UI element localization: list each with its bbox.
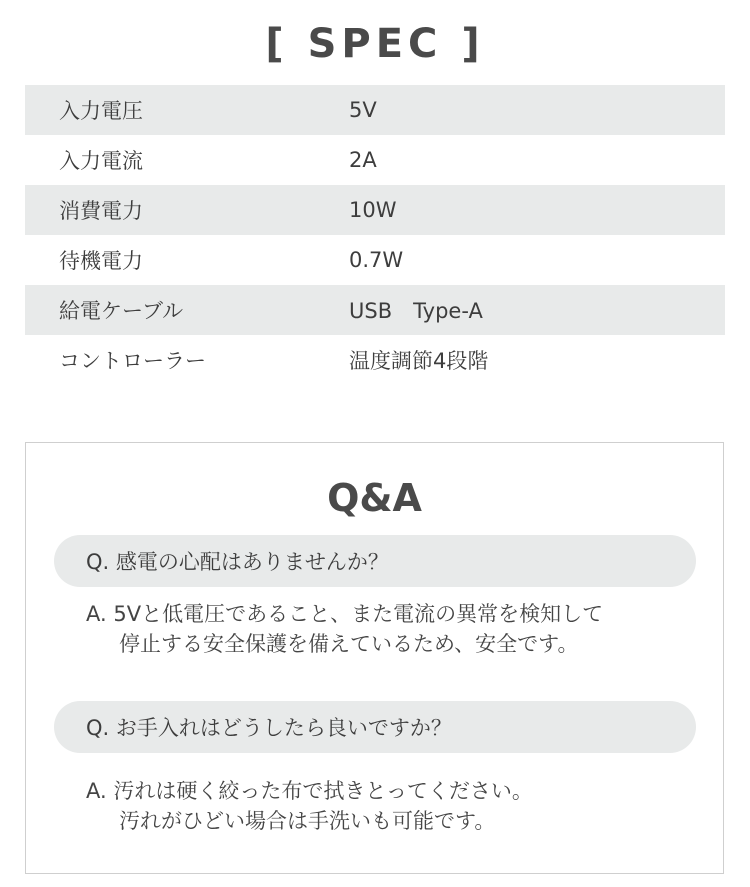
spec-label: コントローラー [59,349,206,373]
spec-value: 0.7W [349,248,404,272]
spec-value: USB Type-A [349,299,483,323]
answer-line: A. 5Vと低電圧であること、また電流の異常を検知して [86,602,604,626]
spec-row-input-voltage [25,85,725,135]
spec-value: 2A [349,148,377,172]
spec-label: 給電ケーブル [59,299,184,323]
qa-answer-electric-shock [86,599,706,659]
qa-answer-maintenance [86,776,706,836]
spec-row-input-current [25,135,725,185]
qa-question-maintenance: Q. お手入れはどうしたら良いですか？ [54,701,696,753]
spec-label: 消費電力 [59,199,143,223]
spec-value: 温度調節4段階 [349,349,489,373]
spec-row-controller [25,335,725,385]
spec-row-power-cable [25,285,725,335]
spec-value: 10W [349,198,397,222]
qa-heading: Q&A [327,476,422,520]
qa-question-electric-shock: Q. 感電の心配はありませんか？ [54,535,696,587]
answer-line: 汚れがひどい場合は手洗いも可能です。 [119,809,496,833]
answer-line: 停止する安全保護を備えているため、安全です。 [119,632,579,656]
spec-row-standby-power [25,235,725,285]
spec-row-power-consumption [25,185,725,235]
spec-table [25,85,725,385]
qa-section [25,442,724,874]
spec-value: 5V [349,98,377,122]
spec-heading: [ SPEC ] [265,21,485,67]
answer-line: A. 汚れは硬く絞った布で拭きとってください。 [86,779,533,803]
spec-label: 入力電圧 [59,99,143,123]
spec-label: 入力電流 [59,149,143,173]
spec-label: 待機電力 [59,249,143,273]
